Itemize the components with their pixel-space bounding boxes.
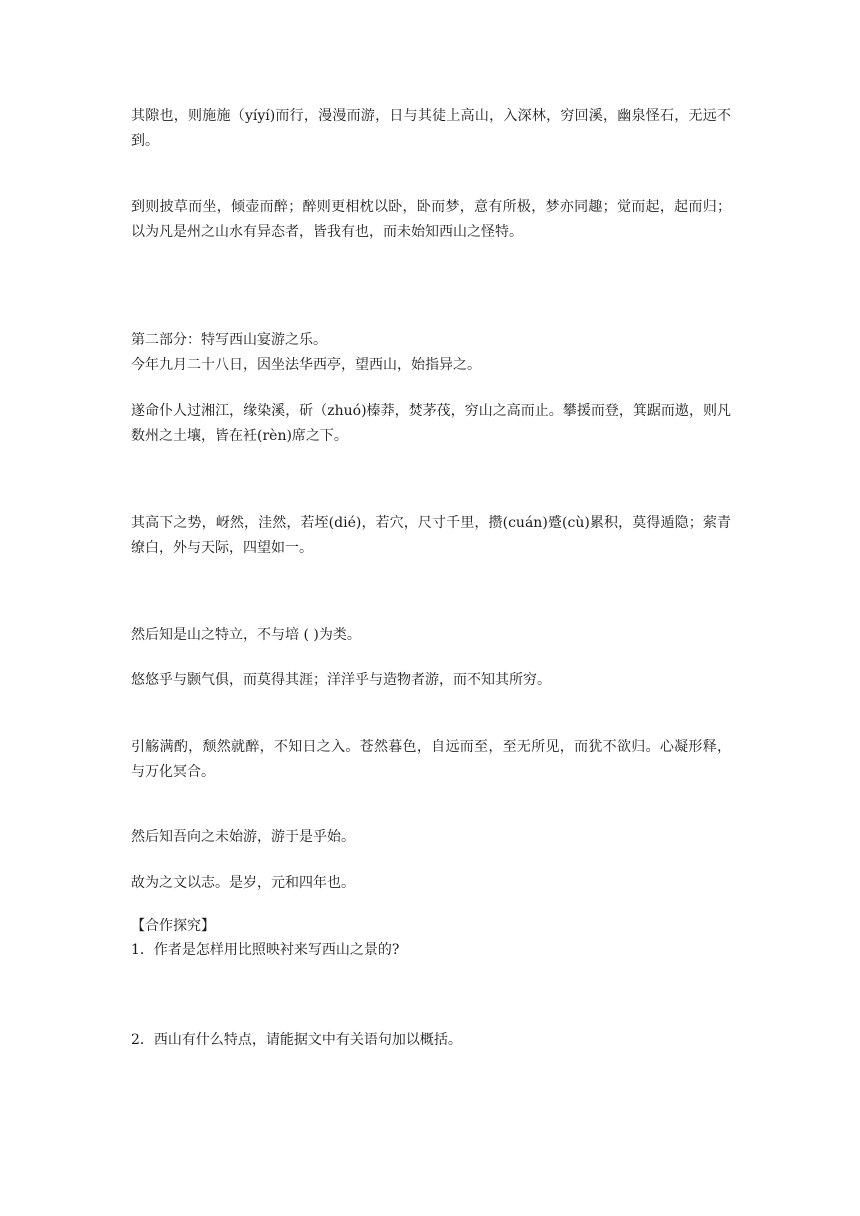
paragraph-4: 遂命仆人过湘江，缘染溪，斫（zhuó)榛莽，焚茅茷，穷山之高而止。攀援而登，箕踞而遨，则凡数州之土壤，皆在衽(rèn)席之下。 [131,403,731,444]
paragraph-1: 其隙也，则施施（yíyí)而行，漫漫而游，日与其徒上高山，入深林，穷回溪，幽泉怪石，无远不到。 [131,108,731,149]
paragraph-6: 然后知是山之特立，不与培 ( )为类。 [131,627,361,643]
exploration-heading: 【合作探究】 [131,918,215,934]
paragraph-5: 其高下之势，岈然，洼然，若垤(dié)，若穴，尺寸千里，攒(cuán)蹙(cù)累积，莫得遁隐；萦青缭白，外与天际，四望如一。 [131,515,731,556]
paragraph-9: 然后知吾向之未始游，游于是乎始。 [131,829,355,845]
paragraph-8: 引觞满酌，颓然就醉，不知日之入。苍然暮色，自远而至，至无所见，而犹不欲归。心凝形释，与万化冥合。 [131,739,731,780]
paragraph-10: 故为之文以志。是岁，元和四年也。 [131,875,355,891]
question-1: 1．作者是怎样用比照映衬来写西山之景的? [131,942,400,958]
paragraph-3: 今年九月二十八日，因坐法华西亭，望西山，始指异之。 [131,357,481,373]
paragraph-2: 到则披草而坐，倾壶而醉；醉则更相枕以卧，卧而梦，意有所极，梦亦同趣；觉而起，起而归；以为凡是州之山水有异态者，皆我有也，而未始知西山之怪特。 [131,199,731,240]
question-2: 2．西山有什么特点，请能据文中有关语句加以概括。 [131,1032,462,1048]
section-heading: 第二部分：特写西山宴游之乐。 [131,332,327,348]
paragraph-7: 悠悠乎与颢气俱，而莫得其涯；洋洋乎与造物者游，而不知其所穷。 [131,672,551,688]
